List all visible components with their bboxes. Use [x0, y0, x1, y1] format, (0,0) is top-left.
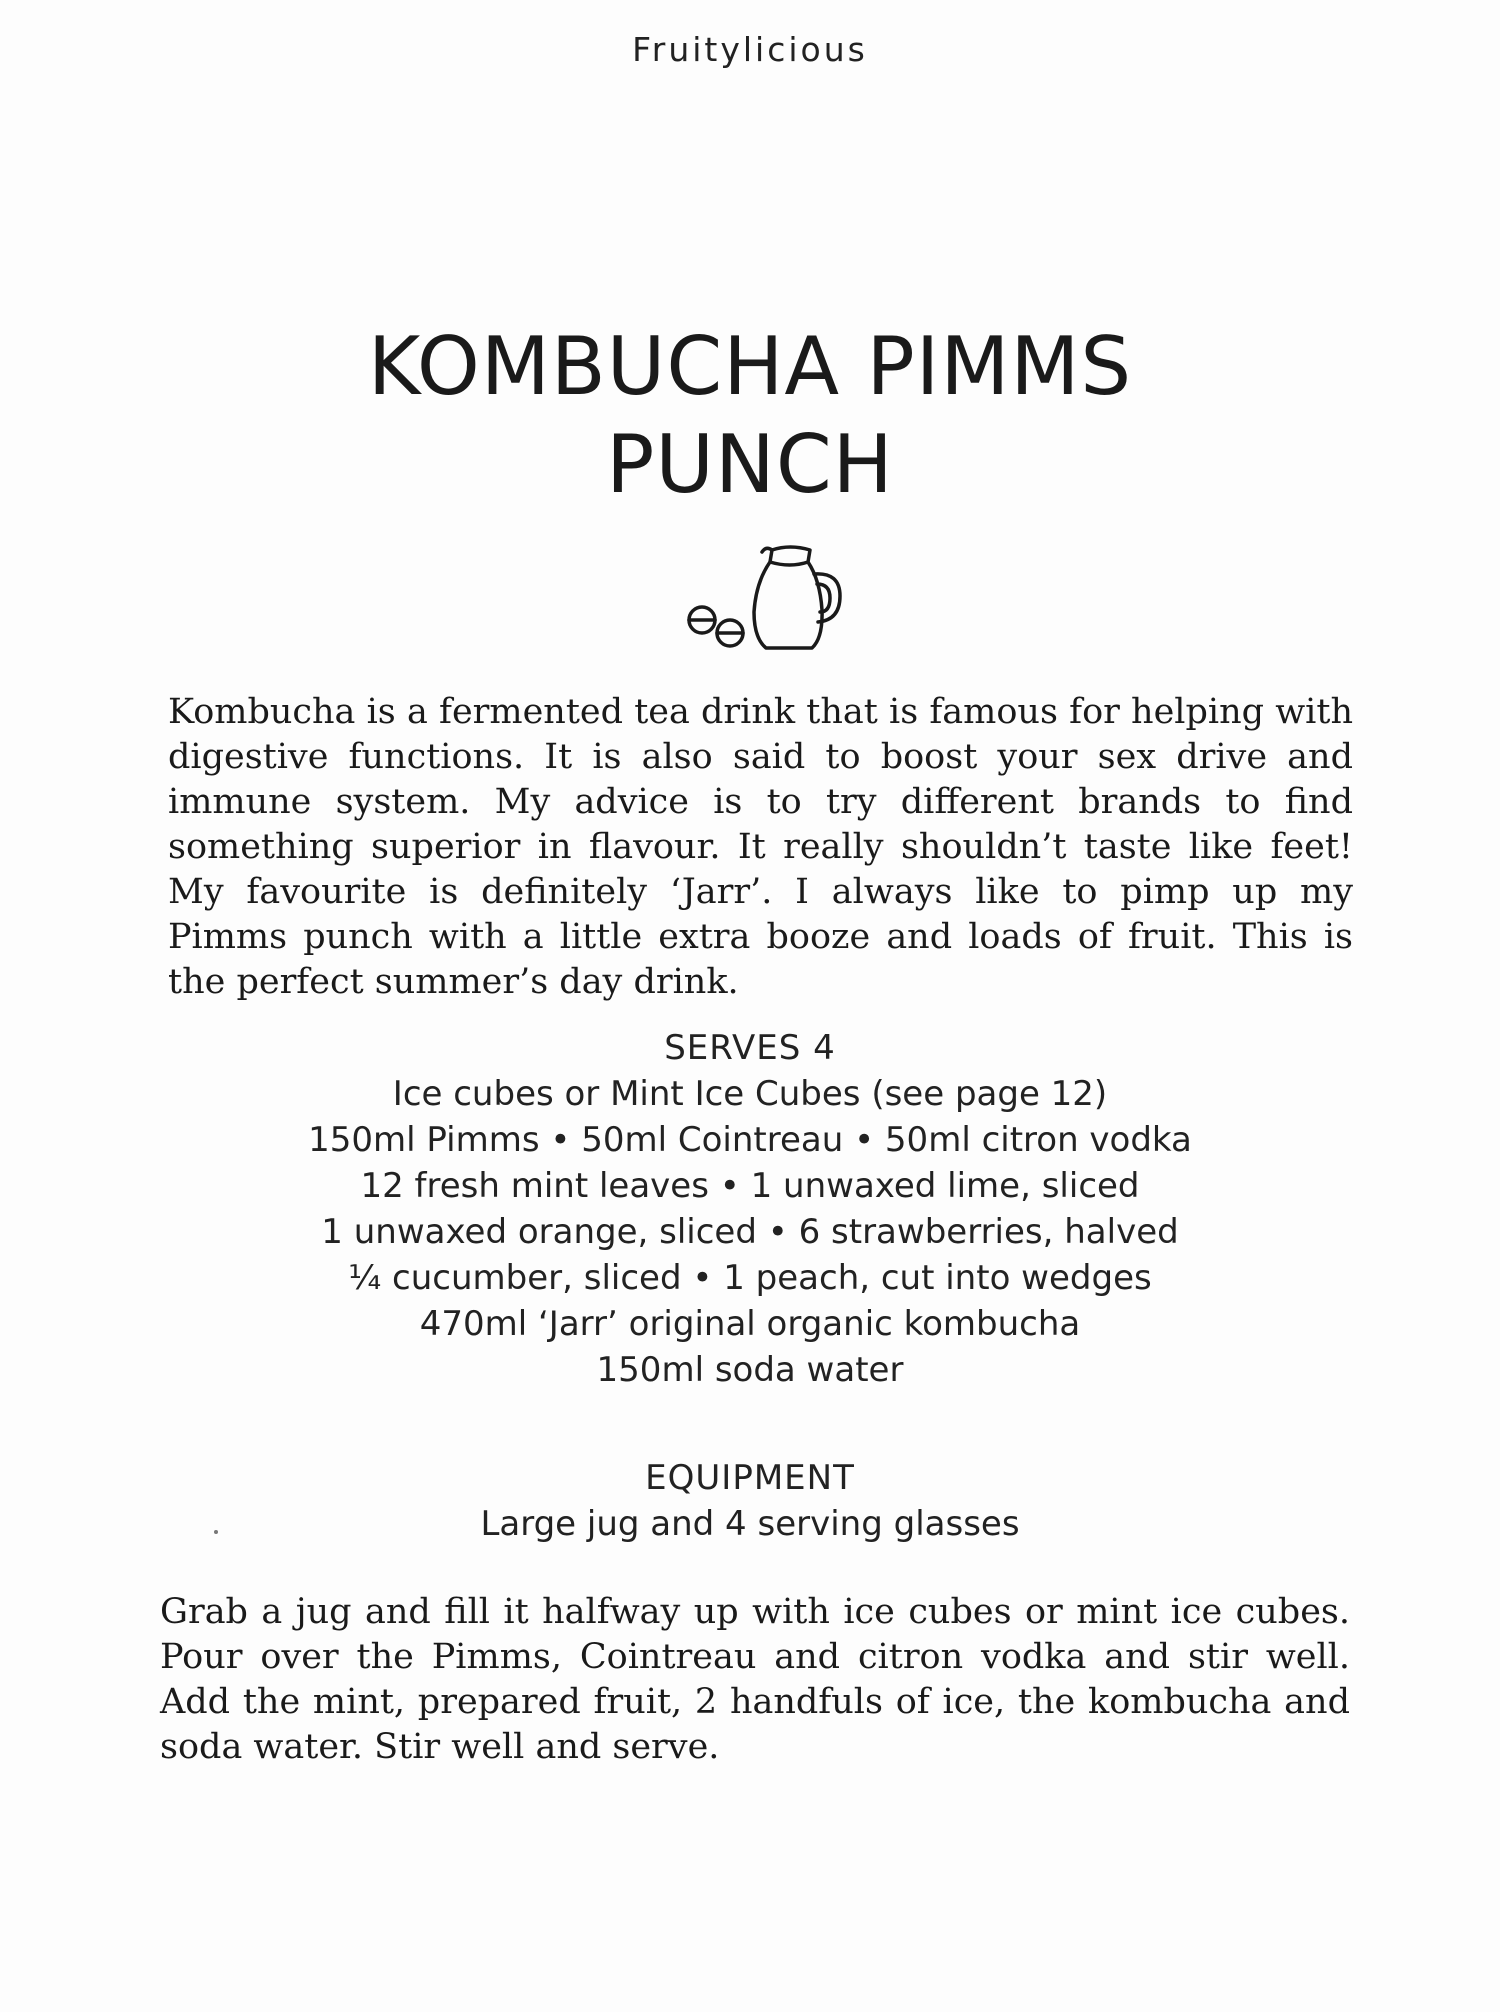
ingredient-line: ¼ cucumber, sliced • 1 peach, cut into wedges	[348, 1258, 1152, 1298]
recipe-title-line-1: KOMBUCHA PIMMS	[367, 320, 1133, 413]
equipment-heading: EQUIPMENT	[645, 1458, 855, 1498]
recipe-title	[0, 318, 1500, 514]
recipe-title-line-2: PUNCH	[606, 418, 894, 511]
ingredient-line: 150ml soda water	[596, 1350, 904, 1390]
ingredient-line: 470ml ‘Jarr’ original organic kombucha	[419, 1304, 1081, 1344]
equipment-section	[0, 1455, 1500, 1547]
running-head: Fruitylicious	[632, 30, 868, 69]
recipe-method: Grab a jug and fill it halfway up with ice cubes or mint ice cubes. Pour over the Pimms, Cointreau and citron vodka and stir well. Add the mint, prepared fruit, 2 handfuls of ice, the kombucha and soda water. Stir well and serve.	[160, 1592, 1350, 1767]
ingredient-line: 150ml Pimms • 50ml Cointreau • 50ml citron vodka	[308, 1120, 1192, 1160]
serves-heading: SERVES 4	[664, 1028, 836, 1068]
ingredients-section	[0, 1025, 1500, 1393]
ingredient-line: 12 fresh mint leaves • 1 unwaxed lime, sliced	[360, 1166, 1140, 1206]
ingredient-line: 1 unwaxed orange, sliced • 6 strawberries, halved	[321, 1212, 1179, 1252]
equipment-line: Large jug and 4 serving glasses	[480, 1504, 1020, 1544]
ingredient-line: Ice cubes or Mint Ice Cubes (see page 12)	[392, 1074, 1108, 1114]
recipe-intro: Kombucha is a fermented tea drink that is famous for helping with digestive functions. It is also said to boost your sex drive and immune system. My advice is to try different brands to find something superior in flavour. It really shouldn’t taste like feet! My favourite is definitely ‘Jarr’. I always like to pimp up my Pimms punch with a little extra booze and loads of fruit. This is the perfect summer’s day drink.	[168, 692, 1353, 1002]
jug-and-glasses-icon	[680, 540, 850, 660]
